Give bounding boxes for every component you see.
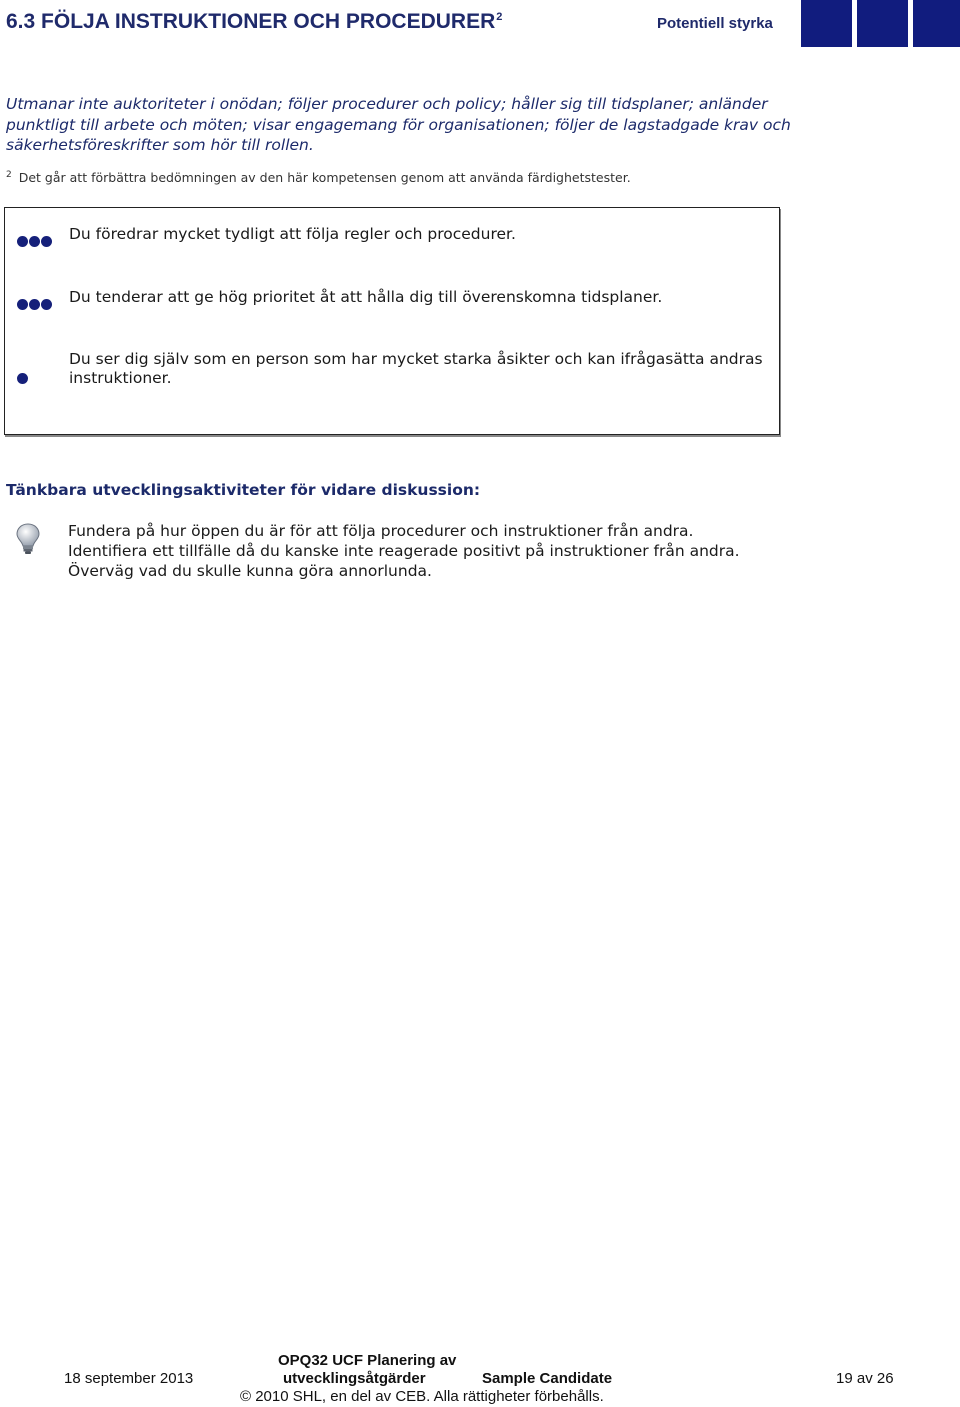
strength-square bbox=[913, 0, 960, 47]
footer-report-title-line2: utvecklingsåtgärder bbox=[283, 1370, 426, 1387]
footnote-marker: 2 bbox=[6, 170, 12, 180]
footer-report-title-line1: OPQ32 UCF Planering av bbox=[278, 1352, 457, 1369]
footnote bbox=[6, 170, 906, 185]
rating-dot-icon bbox=[29, 236, 40, 247]
footer-copyright: © 2010 SHL, en del av CEB. Alla rättigheter förbehålls. bbox=[240, 1388, 604, 1405]
rating-dots-3 bbox=[17, 299, 53, 310]
page-title: 6.3 FÖLJA INSTRUKTIONER OCH PROCEDURER$^2$ bbox=[6, 10, 503, 33]
footnote-text: Det går att förbättra bedömningen av den här kompetensen genom att använda färdighetstester. bbox=[18, 170, 631, 186]
strength-indicator bbox=[801, 0, 960, 47]
title-footnote-marker: 2 bbox=[496, 11, 503, 23]
footer-date: 18 september 2013 bbox=[64, 1370, 194, 1387]
strength-square bbox=[857, 0, 908, 47]
rating-dot-icon bbox=[17, 373, 28, 384]
rating-dot-icon bbox=[17, 299, 28, 310]
rating-dot-icon bbox=[41, 299, 52, 310]
potential-strength-label: Potentiell styrka bbox=[657, 15, 773, 32]
statements-box bbox=[4, 207, 780, 435]
rating-dots-1 bbox=[17, 373, 29, 384]
competency-description: Utmanar inte auktoriteter i onödan; följer procedurer och policy; håller sig till tidsplaner; anländer punktligt till arbete och möten; visar engagemang för organisationen; följer de lagstadgade krav och säkerhetsföreskrifter som hör till rollen. bbox=[6, 95, 791, 154]
statement-item: Du tenderar att ge hög prioritet åt att hålla dig till överenskomna tidsplaner. bbox=[69, 288, 663, 306]
rating-dot-icon bbox=[29, 299, 40, 310]
rating-dot-icon bbox=[41, 236, 52, 247]
rating-dots-3 bbox=[17, 236, 53, 247]
footer-candidate-name: Sample Candidate bbox=[482, 1370, 613, 1387]
strength-square bbox=[801, 0, 852, 47]
rating-dot-icon bbox=[17, 236, 28, 247]
development-heading: Tänkbara utvecklingsaktiviteter för vidare diskussion: bbox=[6, 481, 481, 499]
lightbulb-icon bbox=[15, 522, 41, 556]
development-activity: Fundera på hur öppen du är för att följa procedurer och instruktioner från andra. Identifiera ett tillfälle då du kanske inte reagerade positivt på instruktioner från andra. Överväg vad du skulle kunna göra annorlunda. bbox=[68, 522, 740, 580]
footer-page-number: 19 av 26 bbox=[836, 1370, 894, 1387]
statement-item: Du föredrar mycket tydligt att följa regler och procedurer. bbox=[69, 225, 516, 243]
statement-item: Du ser dig själv som en person som har mycket starka åsikter och kan ifrågasätta andras instruktioner. bbox=[69, 350, 763, 387]
